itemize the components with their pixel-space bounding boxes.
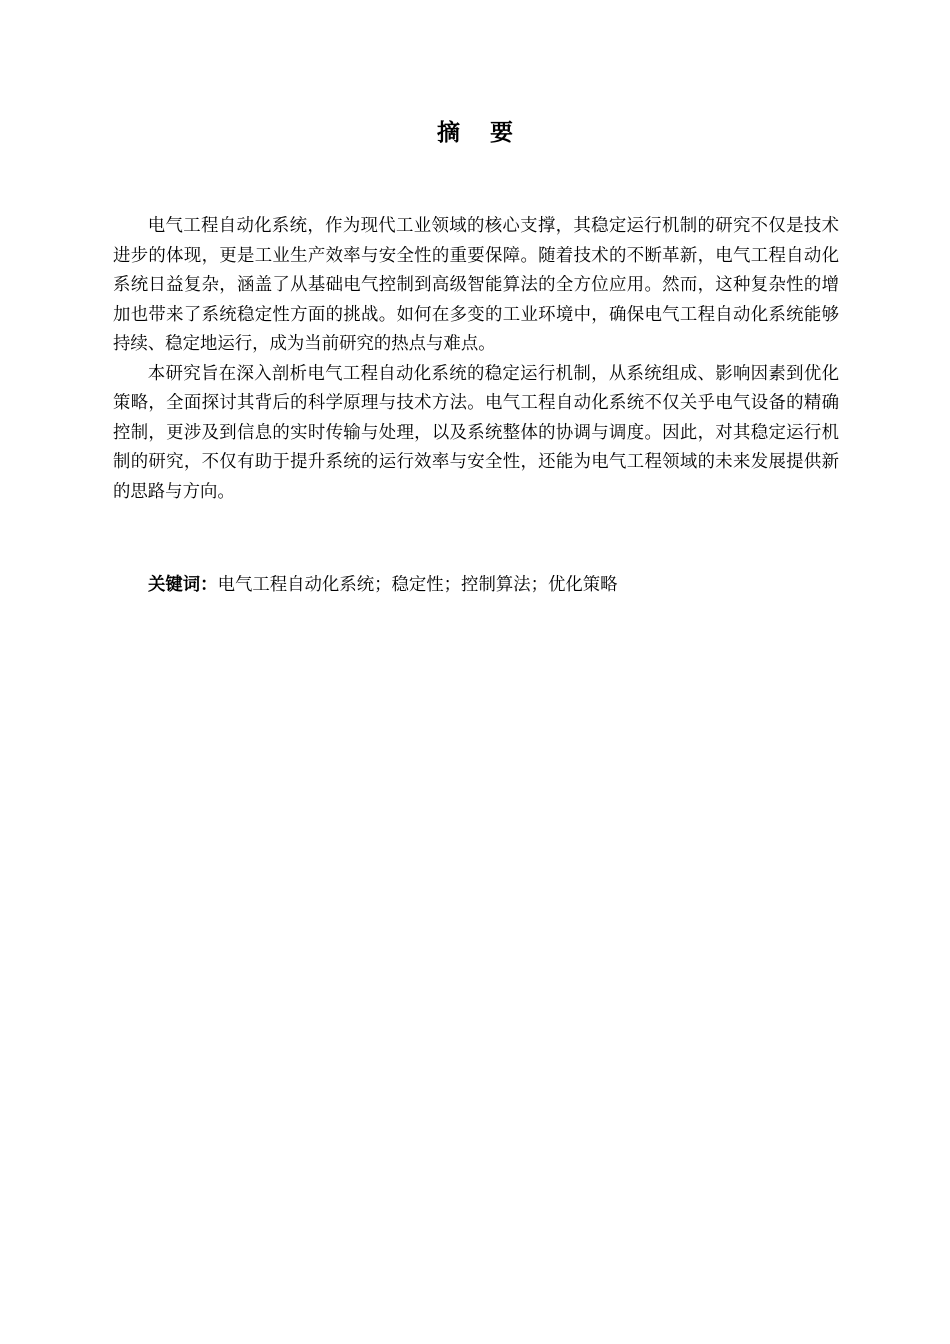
title-char-2: 要	[490, 120, 513, 146]
abstract-paragraph-2: 本研究旨在深入剖析电气工程自动化系统的稳定运行机制，从系统组成、影响因素到优化策略，全面探讨其背后的科学原理与技术方法。电气工程自动化系统不仅关乎电气设备的精确控制，更涉及到信息的实时传输与处理，以及系统整体的协调与调度。因此，对其稳定运行机制的研究，不仅有助于提升系统的运行效率与安全性，还能为电气工程领域的未来发展提供新的思路与方向。	[113, 363, 839, 502]
abstract-paragraph-1: 电气工程自动化系统，作为现代工业领域的核心支撑，其稳定运行机制的研究不仅是技术进步的体现，更是工业生产效率与安全性的重要保障。随着技术的不断革新，电气工程自动化系统日益复杂，涵盖了从基础电气控制到高级智能算法的全方位应用。然而，这种复杂性的增加也带来了系统稳定性方面的挑战。如何在多变的工业环境中，确保电气工程自动化系统能够持续、稳定地运行，成为当前研究的热点与难点。	[113, 216, 839, 354]
keywords-label: 关键词：	[148, 575, 218, 595]
abstract-title	[0, 114, 950, 147]
keywords-line	[148, 571, 848, 601]
abstract-body	[113, 212, 839, 507]
keywords-text: 电气工程自动化系统；稳定性；控制算法；优化策略	[217, 575, 618, 595]
title-char-1: 摘	[437, 120, 460, 146]
